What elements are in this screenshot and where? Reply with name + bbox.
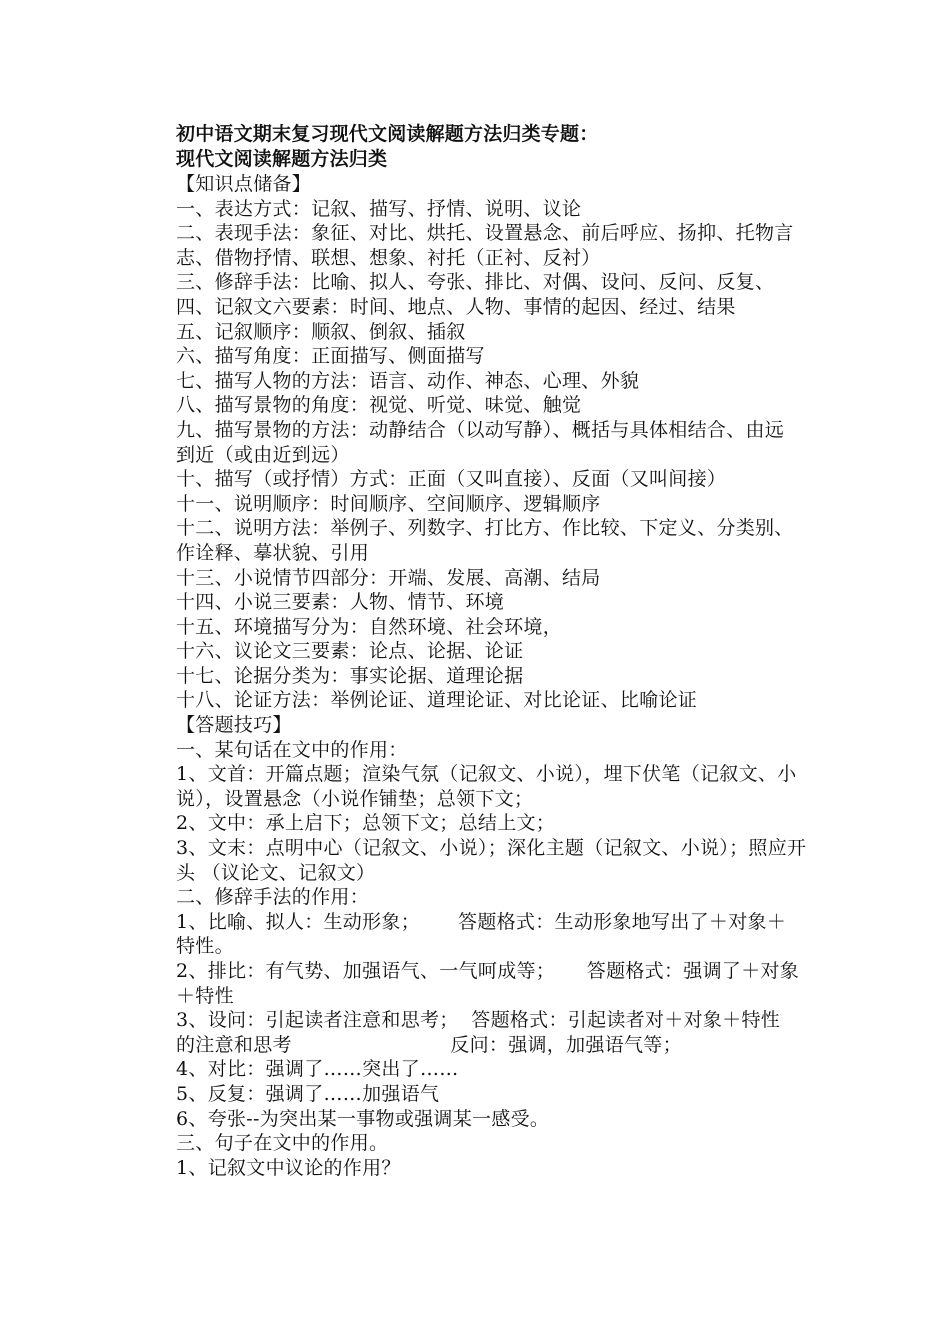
text-line: 一、表达方式：记叙、描写、抒情、说明、议论 xyxy=(176,197,582,220)
text-line: 十二、说明方法：举例子、列数字、打比方、作比较、下定义、分类别、 xyxy=(176,517,794,540)
text-line: 十三、小说情节四部分：开端、发展、高潮、结局 xyxy=(176,566,601,589)
section-heading-tips: 【答题技巧】 xyxy=(176,714,292,737)
text-line: 十一、说明顺序：时间顺序、空间顺序、逻辑顺序 xyxy=(176,492,601,515)
text-line: 二、修辞手法的作用： xyxy=(176,886,370,909)
text-line: 二、表现手法：象征、对比、烘托、设置悬念、前后呼应、扬抑、托物言 xyxy=(176,222,794,245)
text-line: 1、文首：开篇点题；渲染气氛（记叙文、小说），埋下伏笔（记叙文、小 xyxy=(176,763,797,786)
text-line: 十五、环境描写分为：自然环境、社会环境， xyxy=(176,615,563,638)
document-subtitle: 现代文阅读解题方法归类 xyxy=(176,148,388,170)
document-title: 初中语文期末复习现代文阅读解题方法归类专题： xyxy=(176,123,599,145)
text-line: 五、记叙顺序：顺叙、倒叙、插叙 xyxy=(176,320,466,343)
text-line: 六、描写角度：正面描写、侧面描写 xyxy=(176,345,485,368)
text-line: 2、排比：有气势、加强语气、一气呵成等； 答题格式：强调了＋对象 xyxy=(176,960,800,982)
text-line: 1、记叙文中议论的作用？ xyxy=(176,1156,401,1179)
text-line: 作诠释、摹状貌、引用 xyxy=(176,541,370,564)
text-line: 头 （议论文、记叙文） xyxy=(176,861,376,884)
text-line: 十八、论证方法：举例论证、道理论证、对比论证、比喻论证 xyxy=(176,689,698,712)
text-line: 一、某句话在文中的作用： xyxy=(176,738,408,761)
text-line: 三、修辞手法：比喻、拟人、夸张、排比、对偶、设问、反问、反复、 xyxy=(176,271,775,294)
text-line: 2、文中：承上启下；总领下文；总结上文； xyxy=(176,812,556,835)
text-line: ＋特性 xyxy=(176,984,234,1007)
text-line: 四、记叙文六要素：时间、地点、人物、事情的起因、经过、结果 xyxy=(176,295,736,318)
text-line: 志、借物抒情、联想、想象、衬托（正衬、反衬） xyxy=(176,246,601,269)
text-line: 特性。 xyxy=(176,935,234,958)
text-line: 十、描写（或抒情）方式：正面（又叫直接）、反面（又叫间接） xyxy=(176,468,727,491)
text-line: 1、比喻、拟人：生动形象； 答题格式：生动形象地写出了＋对象＋ xyxy=(176,910,787,933)
text-line: 十四、小说三要素：人物、情节、环境 xyxy=(176,591,505,614)
text-line: 3、文末：点明中心（记叙文、小说）；深化主题（记叙文、小说）；照应开 xyxy=(176,837,807,860)
text-line: 6、夸张--为突出某一事物或强调某一感受。 xyxy=(176,1107,550,1130)
text-line: 4、对比：强调了……突出了…… xyxy=(176,1058,459,1081)
text-line: 八、描写景物的角度：视觉、听觉、味觉、触觉 xyxy=(176,394,582,417)
text-line: 5、反复：强调了……加强语气 xyxy=(176,1082,440,1105)
text-line: 十七、论据分类为：事实论据、道理论据 xyxy=(176,664,524,687)
text-line: 的注意和思考 反问：强调，加强语气等； xyxy=(176,1033,682,1056)
text-line: 七、描写人物的方法：语言、动作、神态、心理、外貌 xyxy=(176,369,640,392)
section-heading-knowledge: 【知识点储备】 xyxy=(176,173,312,195)
text-line: 十六、议论文三要素：论点、论据、论证 xyxy=(176,640,524,663)
text-line: 说），设置悬念（小说作铺垫；总领下文； xyxy=(176,787,534,810)
text-line: 3、设问：引起读者注意和思考； 答题格式：引起读者对＋对象＋特性 xyxy=(176,1009,781,1032)
text-line: 九、描写景物的方法：动静结合（以动写静）、概括与具体相结合、由远 xyxy=(176,418,785,441)
text-line: 到近（或由近到远） xyxy=(176,443,350,466)
text-line: 三、句子在文中的作用。 xyxy=(176,1132,389,1155)
document-page xyxy=(176,122,844,1180)
